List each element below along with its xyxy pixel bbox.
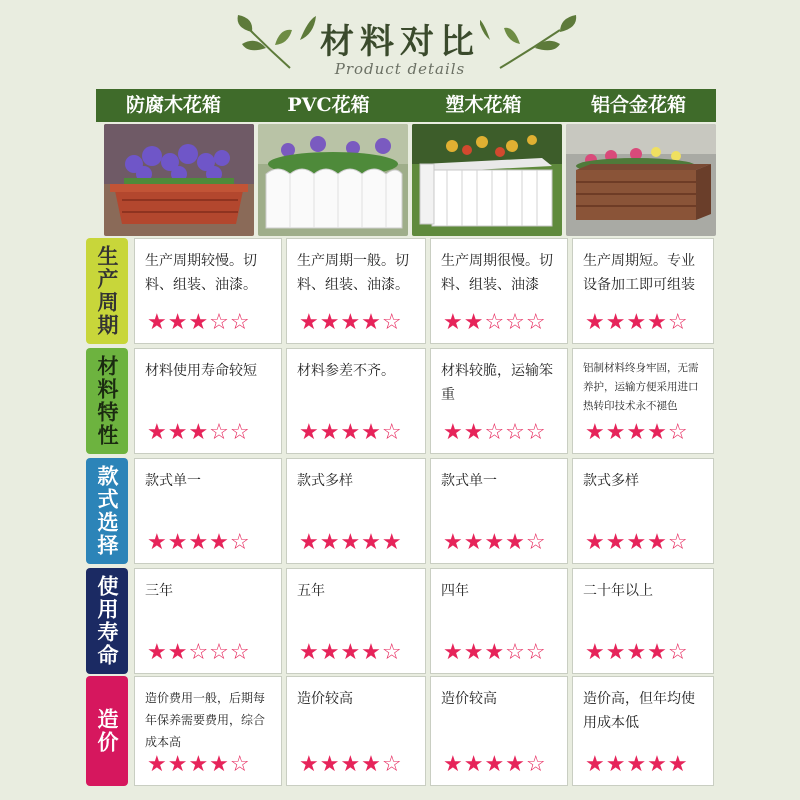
cell-material-properties-2 bbox=[430, 348, 568, 454]
row-service-life bbox=[86, 568, 714, 674]
category-aluminum: 铝合金花箱 bbox=[590, 94, 686, 116]
star-rating: ★★★★☆ bbox=[443, 752, 547, 777]
star-rating: ★★★☆☆ bbox=[147, 310, 251, 335]
cell-service-life-3 bbox=[572, 568, 714, 674]
cell-text: 款式单一 bbox=[145, 473, 201, 489]
cell-text: 造价较高 bbox=[297, 691, 353, 707]
cell-text: 材料参差不齐。 bbox=[297, 363, 395, 379]
row-production-cycle bbox=[86, 238, 714, 344]
star-rating: ★★★★☆ bbox=[147, 530, 251, 555]
row-label-production-cycle: 生产周期 bbox=[86, 238, 128, 344]
cell-text: 造价高，但年均使用成本低 bbox=[583, 691, 695, 731]
cell-style-choice-3 bbox=[572, 458, 714, 564]
star-rating: ★★★★★ bbox=[585, 752, 689, 777]
cell-text: 生产周期很慢。切料、组装、油漆 bbox=[441, 253, 553, 293]
cell-text: 铝制材料终身牢固，无需养护，运输方便采用进口热转印技术永不褪色 bbox=[583, 362, 699, 412]
cell-production-cycle-3 bbox=[572, 238, 714, 344]
cell-text: 二十年以上 bbox=[583, 583, 653, 599]
header bbox=[0, 0, 800, 90]
star-rating: ★★★★☆ bbox=[299, 420, 403, 445]
star-rating: ★★★★☆ bbox=[585, 420, 689, 445]
cell-production-cycle-1 bbox=[286, 238, 426, 344]
category-plastic-wood: 塑木花箱 bbox=[445, 94, 522, 116]
cell-service-life-1 bbox=[286, 568, 426, 674]
star-rating: ★★★★☆ bbox=[299, 752, 403, 777]
cell-style-choice-1 bbox=[286, 458, 426, 564]
cell-text: 生产周期较慢。切料、组装、油漆。 bbox=[145, 253, 257, 293]
star-rating: ★★★☆☆ bbox=[443, 640, 547, 665]
star-rating: ★★★☆☆ bbox=[147, 420, 251, 445]
star-rating: ★★★★☆ bbox=[443, 530, 547, 555]
photo-wood-planter bbox=[104, 124, 254, 236]
cell-text: 材料较脆，运输笨重 bbox=[441, 363, 553, 403]
category-pvc: PVC花箱 bbox=[287, 94, 370, 116]
star-rating: ★★☆☆☆ bbox=[443, 310, 547, 335]
page-title: 材料对比 bbox=[320, 22, 480, 62]
cell-text: 生产周期短。专业设备加工即可组装 bbox=[583, 253, 695, 293]
cell-cost-0 bbox=[134, 676, 282, 786]
star-rating: ★★★★☆ bbox=[585, 640, 689, 665]
page-subtitle: Product details bbox=[334, 60, 466, 78]
cell-material-properties-1 bbox=[286, 348, 426, 454]
cell-production-cycle-0 bbox=[134, 238, 282, 344]
cell-text: 造价费用一般，后期每年保养需要费用，综合成本高 bbox=[145, 691, 266, 749]
cell-text: 四年 bbox=[441, 583, 469, 599]
product-photos bbox=[104, 124, 716, 236]
row-label-service-life: 使用寿命 bbox=[86, 568, 128, 674]
cell-service-life-2 bbox=[430, 568, 568, 674]
row-label-cost: 造价 bbox=[86, 676, 128, 786]
row-cost bbox=[86, 676, 714, 786]
cell-text: 三年 bbox=[145, 583, 173, 599]
cell-production-cycle-2 bbox=[430, 238, 568, 344]
cell-text: 造价较高 bbox=[441, 691, 497, 707]
cell-text: 款式单一 bbox=[441, 473, 497, 489]
category-wood: 防腐木花箱 bbox=[125, 94, 221, 116]
star-rating: ★★★★☆ bbox=[585, 530, 689, 555]
cell-style-choice-0 bbox=[134, 458, 282, 564]
row-style-choice bbox=[86, 458, 714, 564]
cell-text: 款式多样 bbox=[297, 473, 353, 489]
cell-text: 材料使用寿命较短 bbox=[145, 363, 257, 379]
cell-cost-1 bbox=[286, 676, 426, 786]
row-label-style-choice: 款式选择 bbox=[86, 458, 128, 564]
cell-cost-3 bbox=[572, 676, 714, 786]
star-rating: ★★★★☆ bbox=[147, 752, 251, 777]
star-rating: ★★★★☆ bbox=[299, 640, 403, 665]
star-rating: ★★☆☆☆ bbox=[443, 420, 547, 445]
cell-text: 五年 bbox=[297, 583, 325, 599]
row-material-properties bbox=[86, 348, 714, 454]
cell-style-choice-2 bbox=[430, 458, 568, 564]
cell-material-properties-0 bbox=[134, 348, 282, 454]
cell-material-properties-3 bbox=[572, 348, 714, 454]
category-bar bbox=[96, 89, 716, 122]
cell-text: 生产周期一般。切料、组装、油漆。 bbox=[297, 253, 409, 293]
photo-pvc-planter bbox=[258, 124, 408, 236]
row-label-material-properties: 材料特性 bbox=[86, 348, 128, 454]
cell-text: 款式多样 bbox=[583, 473, 639, 489]
cell-cost-2 bbox=[430, 676, 568, 786]
photo-aluminum-planter bbox=[566, 124, 716, 236]
photo-plastic-wood-planter bbox=[412, 124, 562, 236]
star-rating: ★★★★☆ bbox=[585, 310, 689, 335]
star-rating: ★★☆☆☆ bbox=[147, 640, 251, 665]
star-rating: ★★★★★ bbox=[299, 530, 403, 555]
cell-service-life-0 bbox=[134, 568, 282, 674]
star-rating: ★★★★☆ bbox=[299, 310, 403, 335]
